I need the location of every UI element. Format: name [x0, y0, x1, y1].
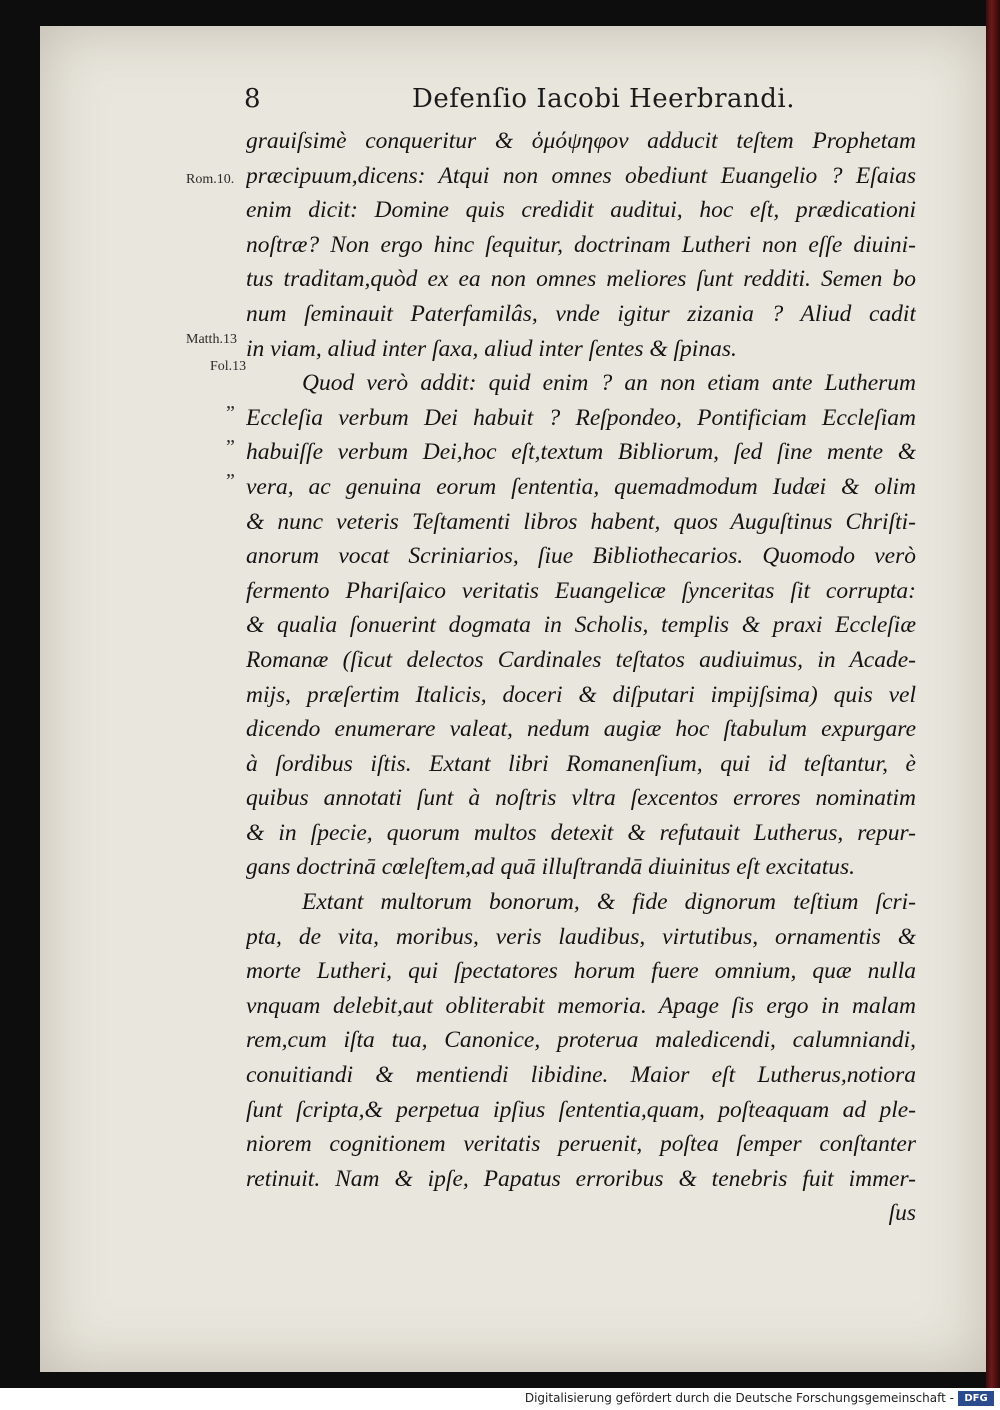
margin-note-fol: Fol.13: [210, 359, 247, 374]
body-line: vnquam delebit,aut obliterabit memoria. Apage ſis ergo in malam: [246, 992, 916, 1019]
page-header: [244, 80, 804, 120]
body-line: quibus annotati ſunt à noſtris vltra ſexcentos errores nominatim: [246, 785, 916, 812]
body-line: & in ſpecie, quorum multos detexit & refutauit Lutherus, repur-: [246, 819, 916, 846]
body-line: retinuit. Nam & ipſe, Papatus erroribus & tenebris fuit immer-: [246, 1165, 916, 1192]
body-line: num ſeminauit Paterfamilâs, vnde igitur zizania ? Aliud cadit: [246, 300, 916, 327]
body-line: morte Lutheri, qui ſpectatores horum fuere omnium, quæ nulla: [246, 958, 916, 985]
body-line: vera, ac genuina eorum ſententia, quemadmodum Iudæi & olim: [246, 473, 916, 500]
quote-mark-1: ”: [226, 402, 235, 424]
body-line: mijs, præſertim Italicis, doceri & diſputari impijſsima) quis vel: [246, 681, 916, 708]
footer-bar: [0, 1388, 1000, 1410]
body-line: conuitiandi & mentiendi libidine. Maior eſt Lutherus,notiora: [246, 1062, 916, 1089]
quote-mark-3: ”: [226, 470, 235, 492]
body-line: pta, de vita, moribus, veris laudibus, virtutibus, ornamentis &: [246, 923, 916, 950]
body-line: fermento Phariſaico veritatis Euangelicæ ſynceritas ſit corrupta:: [246, 577, 916, 604]
body-line: præcipuum,dicens: Atqui non omnes obediunt Euangelio ? Eſaias: [246, 162, 916, 189]
body-line: Quod verò addit: quid enim ? an non etiam ante Lutherum: [302, 370, 916, 397]
body-line: Romanæ (ſicut delectos Cardinales teſtatos audiuimus, in Acade-: [246, 646, 916, 673]
body-line: dicendo enumerare valeat, nedum augiæ hoc ſtabulum expurgare: [246, 716, 916, 743]
body-line: tus traditam,quòd ex ea non omnes meliores ſunt redditi. Semen bo: [246, 266, 916, 293]
body-line: anorum vocat Scriniarios, ſiue Bibliothecarios. Quomodo verò: [246, 543, 916, 570]
body-line: enim dicit: Domine quis credidit auditui, hoc eſt, prædicationi: [246, 197, 916, 224]
margin-note-matth: Matth.13: [186, 332, 237, 347]
page-number: 8: [244, 84, 261, 114]
body-line: rem,cum iſta tua, Canonice, proterua maledicendi, calumniandi,: [246, 1027, 916, 1054]
dfg-logo-icon: DFG: [958, 1391, 994, 1406]
running-title: Defenſio Iacobi Heerbrandi.: [412, 84, 795, 114]
body-line: grauiſsimè conqueritur & ὁμόψηφον adducit teſtem Prophetam: [246, 128, 916, 154]
body-line: in viam, aliud inter ſaxa, aliud inter ſentes & ſpinas.: [246, 335, 737, 362]
body-line: à ſordibus iſtis. Extant libri Romanenſium, qui id teſtantur, è: [246, 750, 916, 777]
body-line: Extant multorum bonorum, & fide dignorum teſtium ſcri-: [302, 889, 916, 916]
body-line: noſtræ? Non ergo hinc ſequitur, doctrinam Lutheri non eſſe diuini-: [246, 231, 916, 258]
body-text: [246, 124, 916, 1231]
funding-credit: Digitalisierung gefördert durch die Deutsche Forschungsgemeinschaft -: [524, 1391, 954, 1405]
body-line: ſunt ſcripta,& perpetua ipſius ſententia,quam, poſteaquam ad ple-: [246, 1096, 916, 1123]
book-spine: [986, 0, 1000, 1388]
quote-mark-2: ”: [226, 436, 235, 458]
margin-note-rom: Rom.10.: [186, 172, 235, 187]
body-line: Eccleſia verbum Dei habuit ? Reſpondeo, Pontificiam Eccleſiam: [246, 404, 916, 431]
catchword: ſus: [888, 1200, 916, 1227]
body-line: & qualia ſonuerint dogmata in Scholis, templis & praxi Eccleſiæ: [246, 612, 916, 639]
body-line: niorem cognitionem veritatis peruenit, poſtea ſemper conſtanter: [246, 1131, 916, 1158]
body-line: & nunc veteris Teſtamenti libros habent, quos Auguſtinus Chriſti-: [246, 508, 916, 535]
body-line: gans doctrinā cœleſtem,ad quā illuſtrandā diuinitus eſt excitatus.: [246, 854, 855, 881]
body-line: habuiſſe verbum Dei,hoc eſt,textum Bibliorum, ſed ſine mente &: [246, 439, 916, 466]
